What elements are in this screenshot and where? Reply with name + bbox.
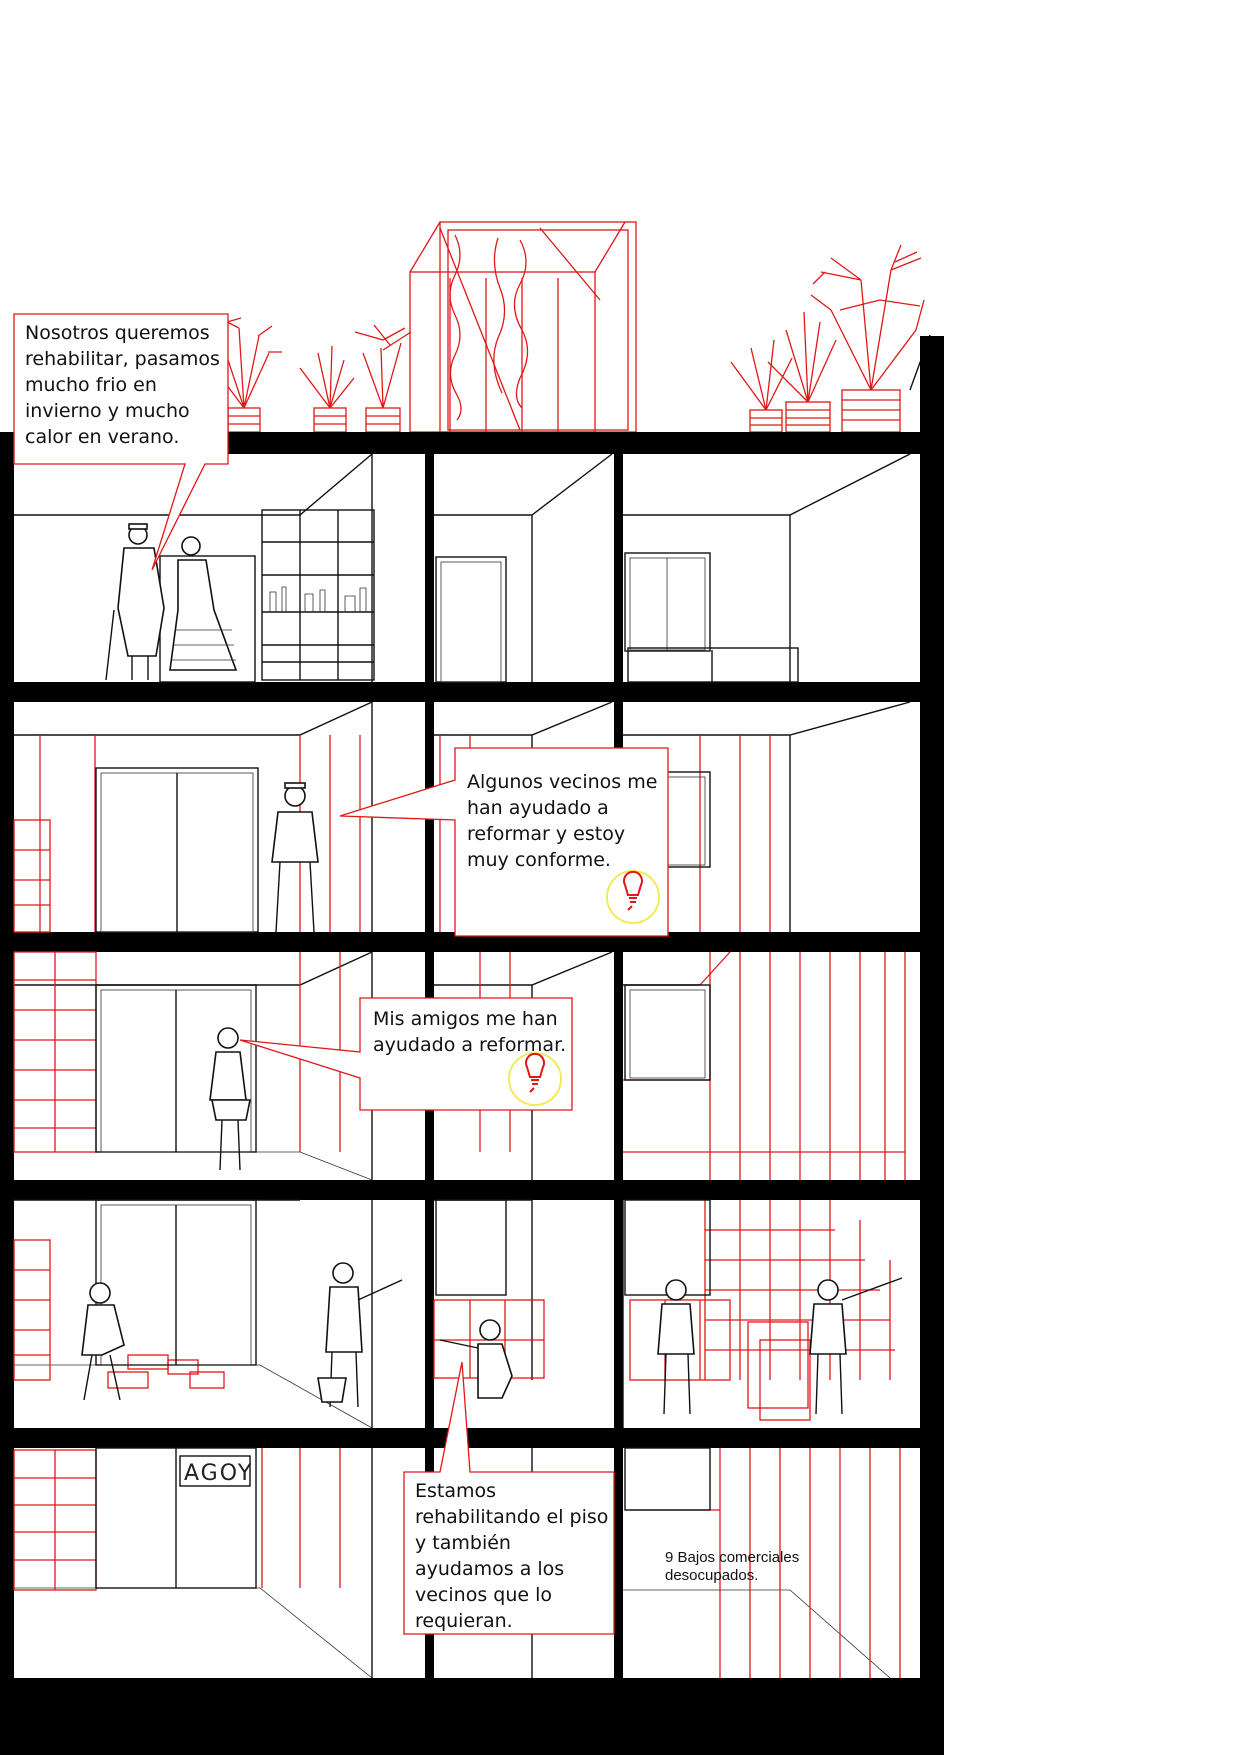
worker-figure — [82, 1283, 124, 1400]
speech-bubble-top-floor — [14, 314, 228, 570]
floor-5 — [14, 454, 910, 682]
woman-on-phone-figure — [210, 1028, 250, 1170]
worker-figure — [440, 1320, 512, 1398]
neighbor-man-figure — [272, 783, 318, 932]
worker-figure — [318, 1263, 402, 1407]
elderly-couple-figure — [106, 524, 236, 680]
roof-garden — [214, 222, 930, 432]
plant-pot-icon — [355, 325, 411, 432]
yoga-sign: AGOY — [184, 1461, 254, 1486]
worker-figure — [810, 1278, 902, 1414]
plant-pot-icon — [768, 312, 836, 432]
commercial-note: 9 Bajos comerciales desocupados. — [665, 1549, 800, 1584]
speech-bubble-ground-floor — [404, 1362, 614, 1634]
plant-pot-icon — [811, 245, 924, 432]
plant-pot-icon — [300, 346, 354, 432]
bubble-text-third-floor: Mis amigos me han ayudado a reformar. — [373, 1008, 567, 1056]
speech-bubble-second-floor — [340, 748, 668, 936]
bubble-text-second-floor: Algunos vecinos me han ayudado a reformar y estoy muy conforme. — [467, 771, 658, 871]
bubble-text-ground-floor: Estamos rehabilitando el piso y también ayudamos a los vecinos que lo requieran. — [415, 1480, 609, 1632]
speech-bubble-third-floor — [240, 998, 572, 1110]
pergola-icon — [410, 222, 636, 432]
plant-pot-icon — [731, 340, 792, 432]
bubble-text-top-floor: Nosotros queremos rehabilitar, pasamos mucho frio en invierno y mucho calor en verano. — [25, 322, 220, 448]
